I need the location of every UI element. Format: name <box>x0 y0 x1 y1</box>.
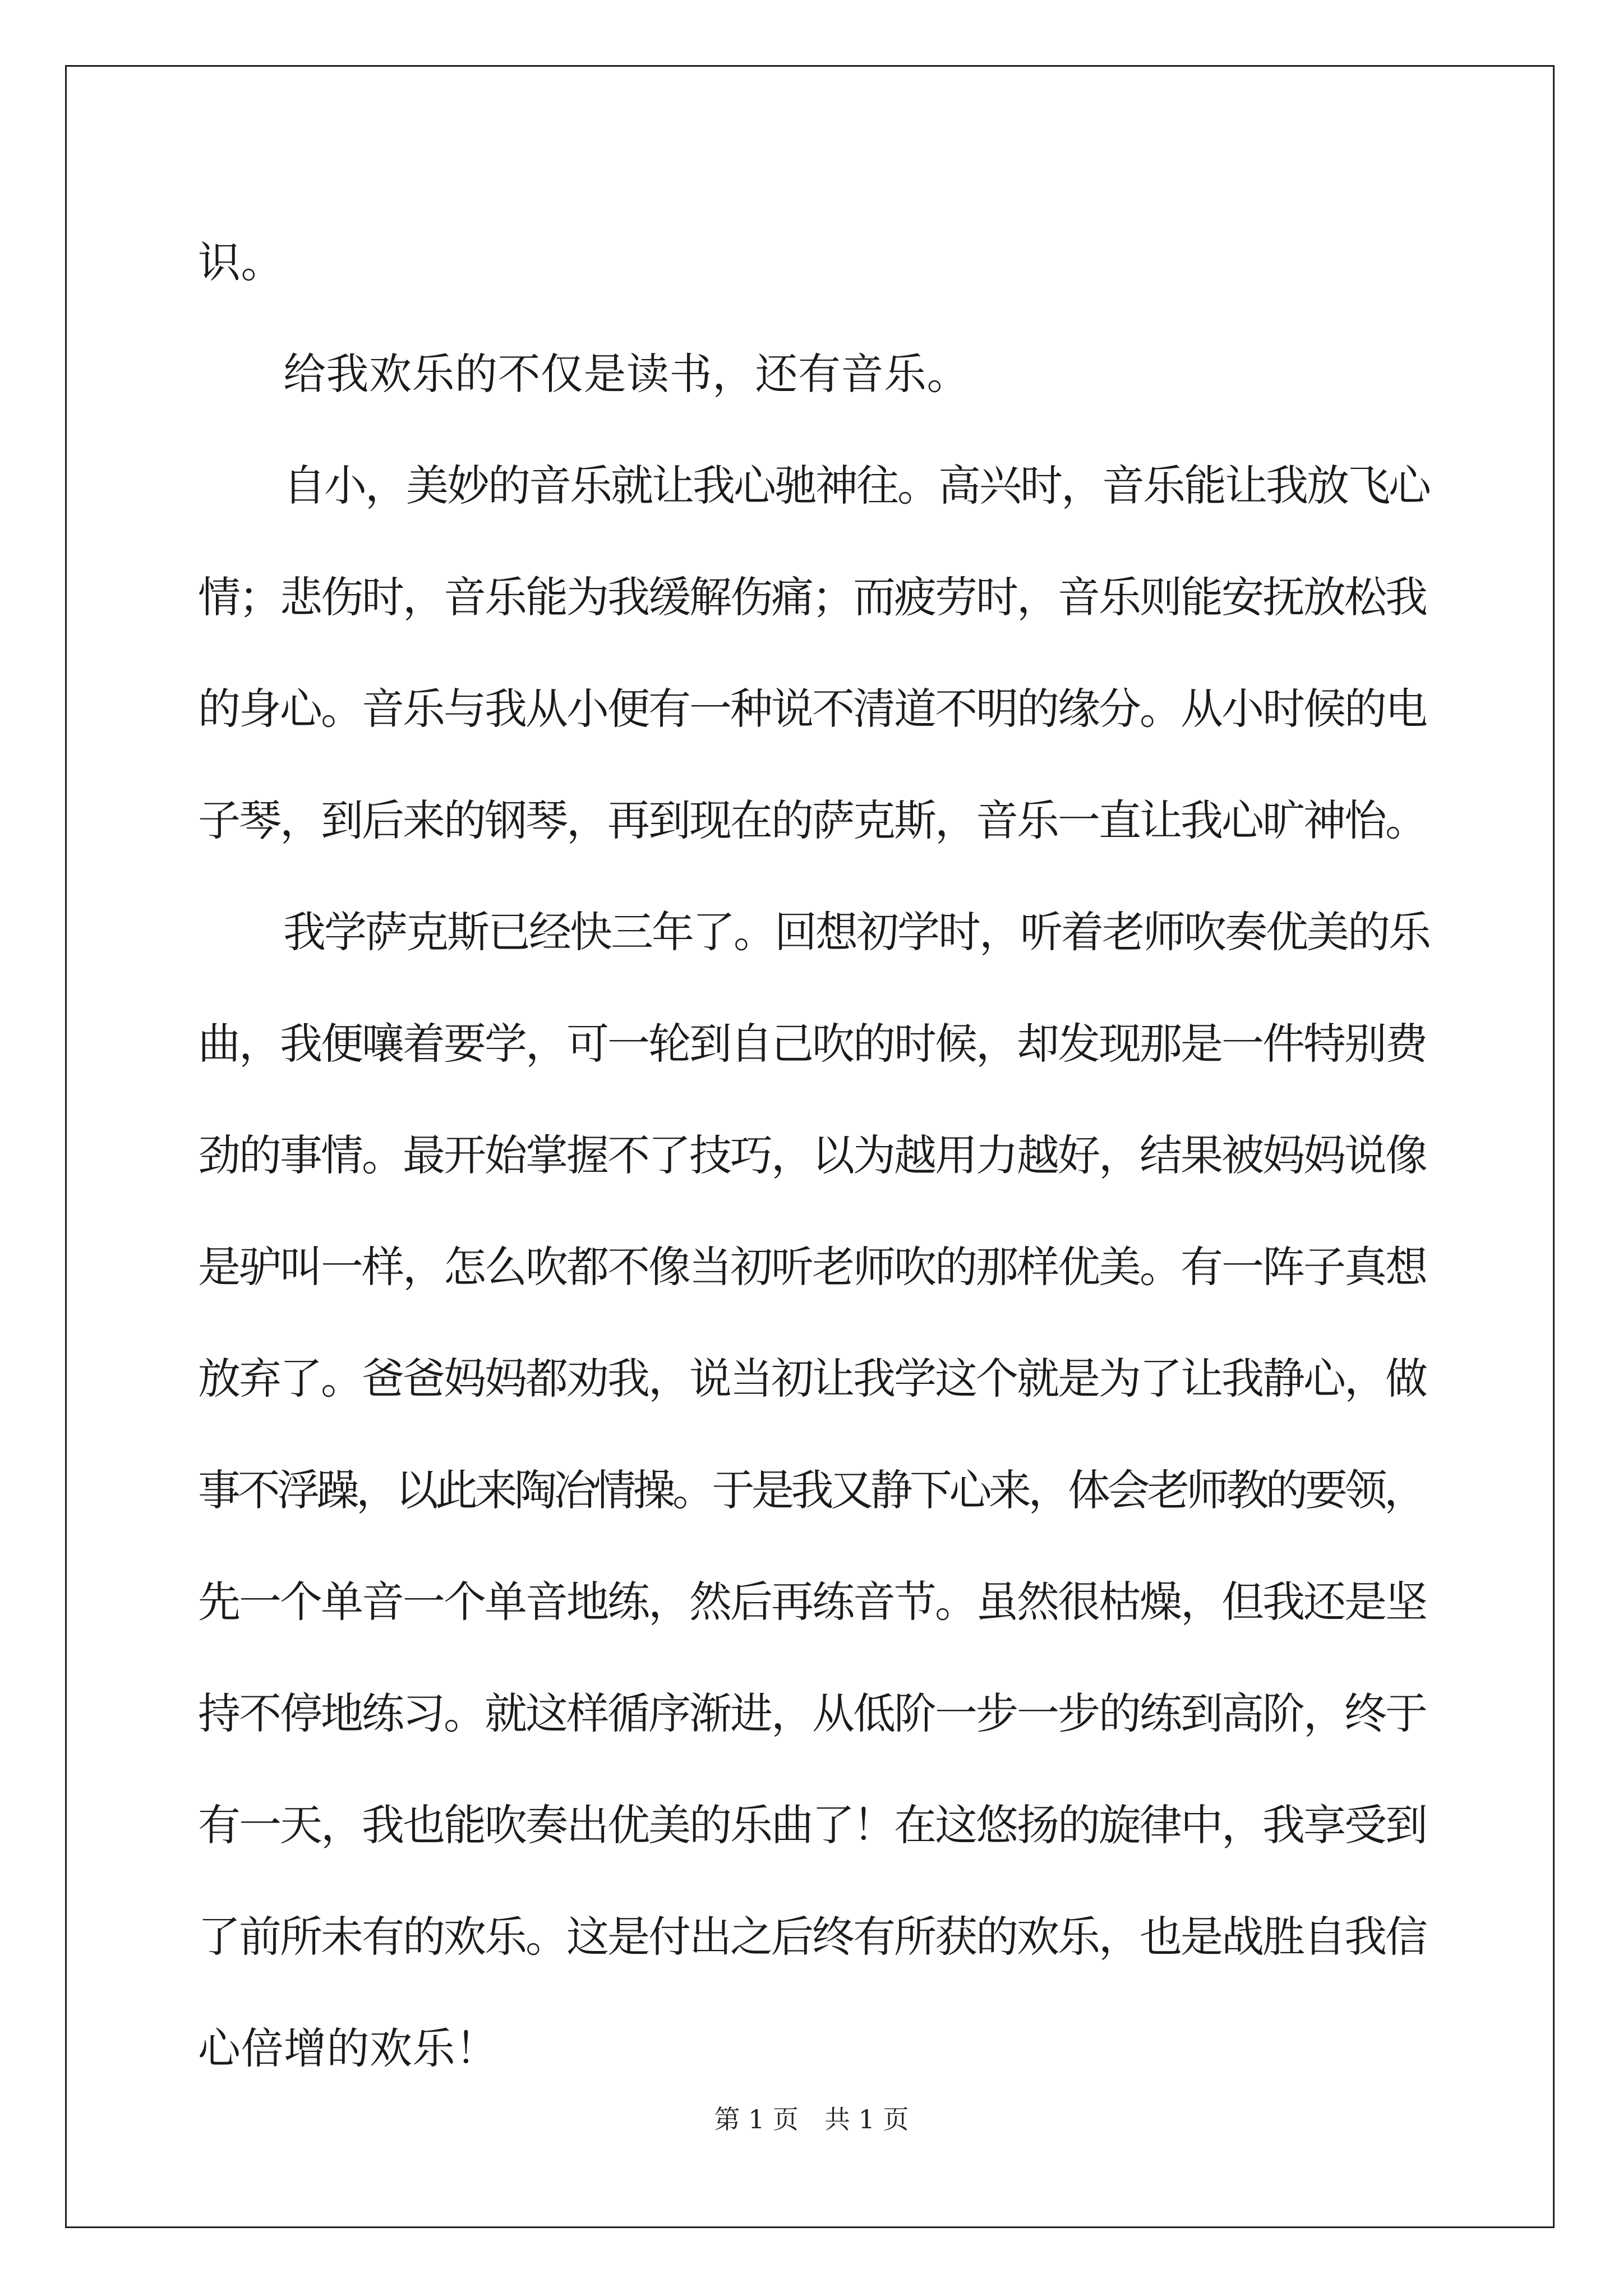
text-line: 持不停地练习。就这样循序渐进，从低阶一步一步的练到高阶，终于 <box>198 1688 1426 1738</box>
text-line: 先一个单音一个单音地练，然后再练音节。虽然很枯燥，但我还是坚 <box>198 1577 1426 1627</box>
text-line: 自小，美妙的音乐就让我心驰神往。高兴时，音乐能让我放飞心 <box>283 461 1430 510</box>
text-line: 曲，我便嚷着要学，可一轮到自己吹的时候，却发现那是一件特别费 <box>198 1019 1426 1069</box>
text-line: 子琴，到后来的钢琴，再到现在的萨克斯，音乐一直让我心旷神怡。 <box>198 795 1426 845</box>
text-line: 有一天，我也能吹奏出优美的乐曲了！在这悠扬的旋律中，我享受到 <box>198 1800 1426 1850</box>
text-line: 的身心。音乐与我从小便有一种说不清道不明的缘分。从小时候的电 <box>198 684 1426 734</box>
text-line: 给我欢乐的不仅是读书，还有音乐。 <box>283 349 970 399</box>
text-line: 是驴叫一样，怎么吹都不像当初听老师吹的那样优美。有一阵子真想 <box>198 1242 1426 1292</box>
text-line: 事不浮躁，以此来陶冶情操。于是我又静下心来，体会老师教的要领， <box>198 1465 1424 1515</box>
page-footer: 第 1 页 共 1 页 <box>714 2104 909 2134</box>
text-line: 劲的事情。最开始掌握不了技巧，以为越用力越好，结果被妈妈说像 <box>198 1130 1426 1180</box>
text-line: 情；悲伤时，音乐能为我缓解伤痛；而疲劳时，音乐则能安抚放松我 <box>198 572 1426 622</box>
text-line: 了前所未有的欢乐。这是付出之后终有所获的欢乐，也是战胜自我信 <box>198 1912 1426 1962</box>
text-line: 我学萨克斯已经快三年了。回想初学时，听着老师吹奏优美的乐 <box>283 907 1430 957</box>
text-line: 识。 <box>198 237 284 287</box>
text-line: 心倍增的欢乐！ <box>198 2023 499 2073</box>
text-line: 放弃了。爸爸妈妈都劝我，说当初让我学这个就是为了让我静心，做 <box>198 1354 1426 1404</box>
document-body <box>198 206 1432 2104</box>
